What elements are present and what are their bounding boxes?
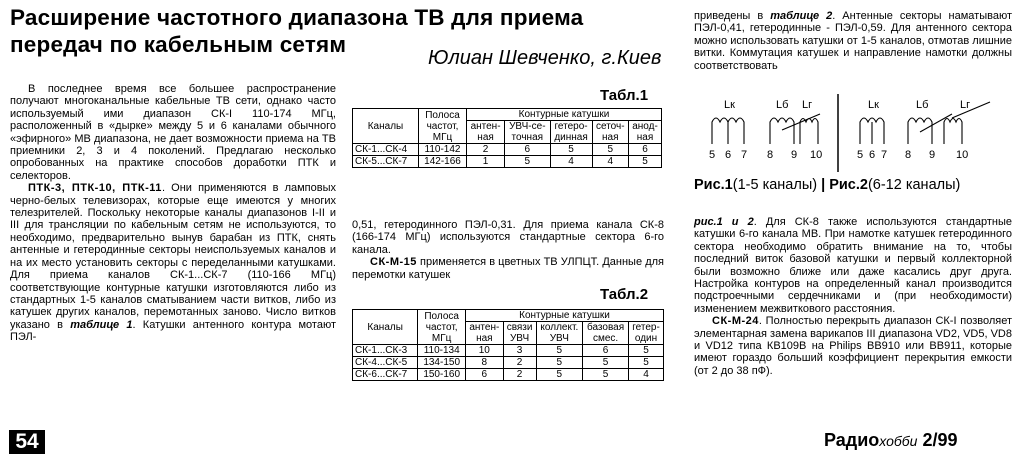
figure-1-coil-b xyxy=(770,114,820,144)
paragraph-skm15: СК-М-15 применяется в цветных ТВ УЛПЦТ. Данные для перемотки катушек xyxy=(352,256,664,281)
table-subheader: анод- ная xyxy=(628,121,661,144)
table-2-ref: таблице 2 xyxy=(770,10,833,22)
pin-label: 9 xyxy=(929,149,936,161)
column-2 xyxy=(352,219,664,281)
pin-label: 8 xyxy=(905,149,912,161)
label-lg-2: Lг xyxy=(960,99,971,111)
pin-label: 5 xyxy=(857,149,864,161)
pin-label: 6 xyxy=(725,149,732,161)
table-subheader: сеточ- ная xyxy=(592,121,628,144)
figure-2-caption: (6-12 каналы) xyxy=(867,177,961,193)
skm24-keyword: СК-М-24 xyxy=(712,315,759,328)
table-2 xyxy=(352,309,664,381)
article-title: Расширение частотного диапазона ТВ для приема передач по кабельным сетям xyxy=(10,5,584,57)
table-1 xyxy=(352,108,662,168)
figures-ref: рис.1 и 2 xyxy=(694,216,754,228)
column-1 xyxy=(10,83,336,344)
table-subheader: базовая смес. xyxy=(583,322,629,345)
table-subheader: УВЧ-се- точная xyxy=(505,121,551,144)
label-lb-2: Lб xyxy=(916,99,929,111)
pin-label: 5 xyxy=(709,149,716,161)
table-row: СК-5...СК-7 142-166 1 5 4 4 5 xyxy=(353,156,662,168)
table-header-channels: Каналы xyxy=(353,310,418,345)
table-subheader: антен- ная xyxy=(465,322,503,345)
figure-2-coil-b xyxy=(908,114,952,144)
figure-2-coil-k xyxy=(860,118,884,144)
table-subheader: антен- ная xyxy=(467,121,505,144)
table-header-coils: Контурные катушки xyxy=(465,310,663,322)
table-header-band: Полоса частот, МГц xyxy=(418,310,466,345)
table-row: СК-1...СК-4 110-142 2 6 5 5 6 xyxy=(353,144,662,156)
table-subheader: гетер- один xyxy=(629,322,664,345)
table-row: СК-1...СК-3 110-134 10 3 5 6 5 xyxy=(353,345,664,357)
figure-separator: | xyxy=(821,177,826,193)
label-lk-1: Lк xyxy=(724,99,735,111)
table-row: СК-6...СК-7 150-160 6 2 5 5 4 xyxy=(353,369,664,381)
figure-1-caption: (1-5 каналы) xyxy=(732,177,818,193)
column-3-top xyxy=(694,10,1012,72)
table-header-band: Полоса частот, МГц xyxy=(418,109,466,144)
coil-diagrams xyxy=(690,92,1020,174)
figure-1-caption-num: Рис.1 xyxy=(694,177,733,193)
pin-label: 10 xyxy=(810,149,823,161)
figure-1-coil-g xyxy=(800,119,818,145)
paragraph-table2-ref: приведены в таблице 2. Антенные секторы наматывают ПЭЛ-0,41, гетеродинные - ПЭЛ-0,59. Для антенного сектора можно использовать катушки от 1-5 каналов, отмотав лишние витки. Коммутация катушек и направление намотки должны соответствовать xyxy=(694,10,1012,72)
table-2-caption: Табл.2 xyxy=(600,286,649,303)
pin-label: 10 xyxy=(956,149,969,161)
table-subheader: коллект. УВЧ xyxy=(536,322,583,345)
table-1-ref: таблице 1 xyxy=(70,318,133,331)
ptk-keyword: ПТК-3, ПТК-10, ПТК-11 xyxy=(28,182,162,195)
label-lk-2: Lк xyxy=(868,99,879,111)
pin-label: 8 xyxy=(767,149,774,161)
table-subheader: гетеро- динная xyxy=(550,121,592,144)
label-lb-1: Lб xyxy=(776,99,789,111)
figure-1-coil-k xyxy=(712,118,744,144)
paragraph-skm24: СК-М-24. Полностью перекрыть диапазон СК-I позволяет элементарная замена варикапов III диапазона VD2, VD5, VD8 и VD12 типа КВ109В на Philips BB910 или BB911, которые имеют гораздо больший коэффициент перекрытия емкости (от 2 до 38 пФ). xyxy=(694,315,1012,377)
paragraph-figures: рис.1 и 2. Для СК-8 также используются стандартные катушки 6-го канала МВ. При намотке катушек гетеродинного сектора необходимо обратить внимание на то, чтобы последний виток базовой катушки и первый коллекторной были возможно ближе или даже касались друг друга. Настройка контуров на определенный канал производится подстроечными сердечниками и (при необходимости) изменением межвиткового расстояния. xyxy=(694,216,1012,315)
article-author: Юлиан Шевченко, г.Киев xyxy=(428,47,662,69)
paragraph-wire: 0,51, гетеродинного ПЭЛ-0,31. Для приема канала СК-8 (166-174 МГц) используются стандартные сектора 6-го канала. xyxy=(352,219,664,256)
paragraph-ptk: ПТК-3, ПТК-10, ПТК-11. Они применяются в ламповых черно-белых телевизорах, которые еще имеются у многих телезрителей. Поскольку некоторые каналы диапазонов I-II и III для трансляции по кабельным сетям не используются, то необходимо, предварительно вынув барабан из ПТК, снять антенные и гетеродинные секторы неиспользуемых каналов и на их место установить секторы с переделанными катушками. Для приема каналов СК-1...СК-7 (110-166 МГц) соответствующие контурные катушки изготовляются либо из стандартных 1-5 каналов сматыванием части витков, либо из катушек других каналов, перемотанных заново. Число витков указано в таблице 1. Катушки антенного контура мотают ПЭЛ- xyxy=(10,182,337,344)
magazine-issue: Радиохобби 2/99 xyxy=(824,430,958,450)
page-number: 54 xyxy=(9,430,45,454)
pin-label: 6 xyxy=(869,149,876,161)
column-3-bottom xyxy=(694,216,1012,377)
table-row: СК-4...СК-5 134-150 8 2 5 5 5 xyxy=(353,357,664,369)
table-1-caption: Табл.1 xyxy=(600,87,649,104)
table-header-channels: Каналы xyxy=(353,109,419,144)
label-lg-1: Lг xyxy=(802,99,813,111)
figure-2-caption-num: Рис.2 xyxy=(829,177,868,193)
pin-label: 7 xyxy=(741,149,748,161)
table-header-coils: Контурные катушки xyxy=(467,109,662,121)
pin-label: 7 xyxy=(881,149,888,161)
skm15-keyword: СК-М-15 xyxy=(370,256,417,269)
pin-label: 9 xyxy=(791,149,798,161)
table-subheader: связи УВЧ xyxy=(503,322,536,345)
paragraph-intro: В последнее время все большее распространение получают многоканальные кабельные ТВ сети, однако часто используемый ими диапазон СК-I 110-174 МГц, расположенный в «дырке» между 5 и 6 каналами обычного «эфирного» МВ диапазона, не дает возможности приема на ТВ приемники 2, 3 и 4 поколений. Предлагаю несколько опробованных на практике способов доработки ПТК и селекторов. xyxy=(10,83,336,182)
figure-captions xyxy=(694,179,960,191)
